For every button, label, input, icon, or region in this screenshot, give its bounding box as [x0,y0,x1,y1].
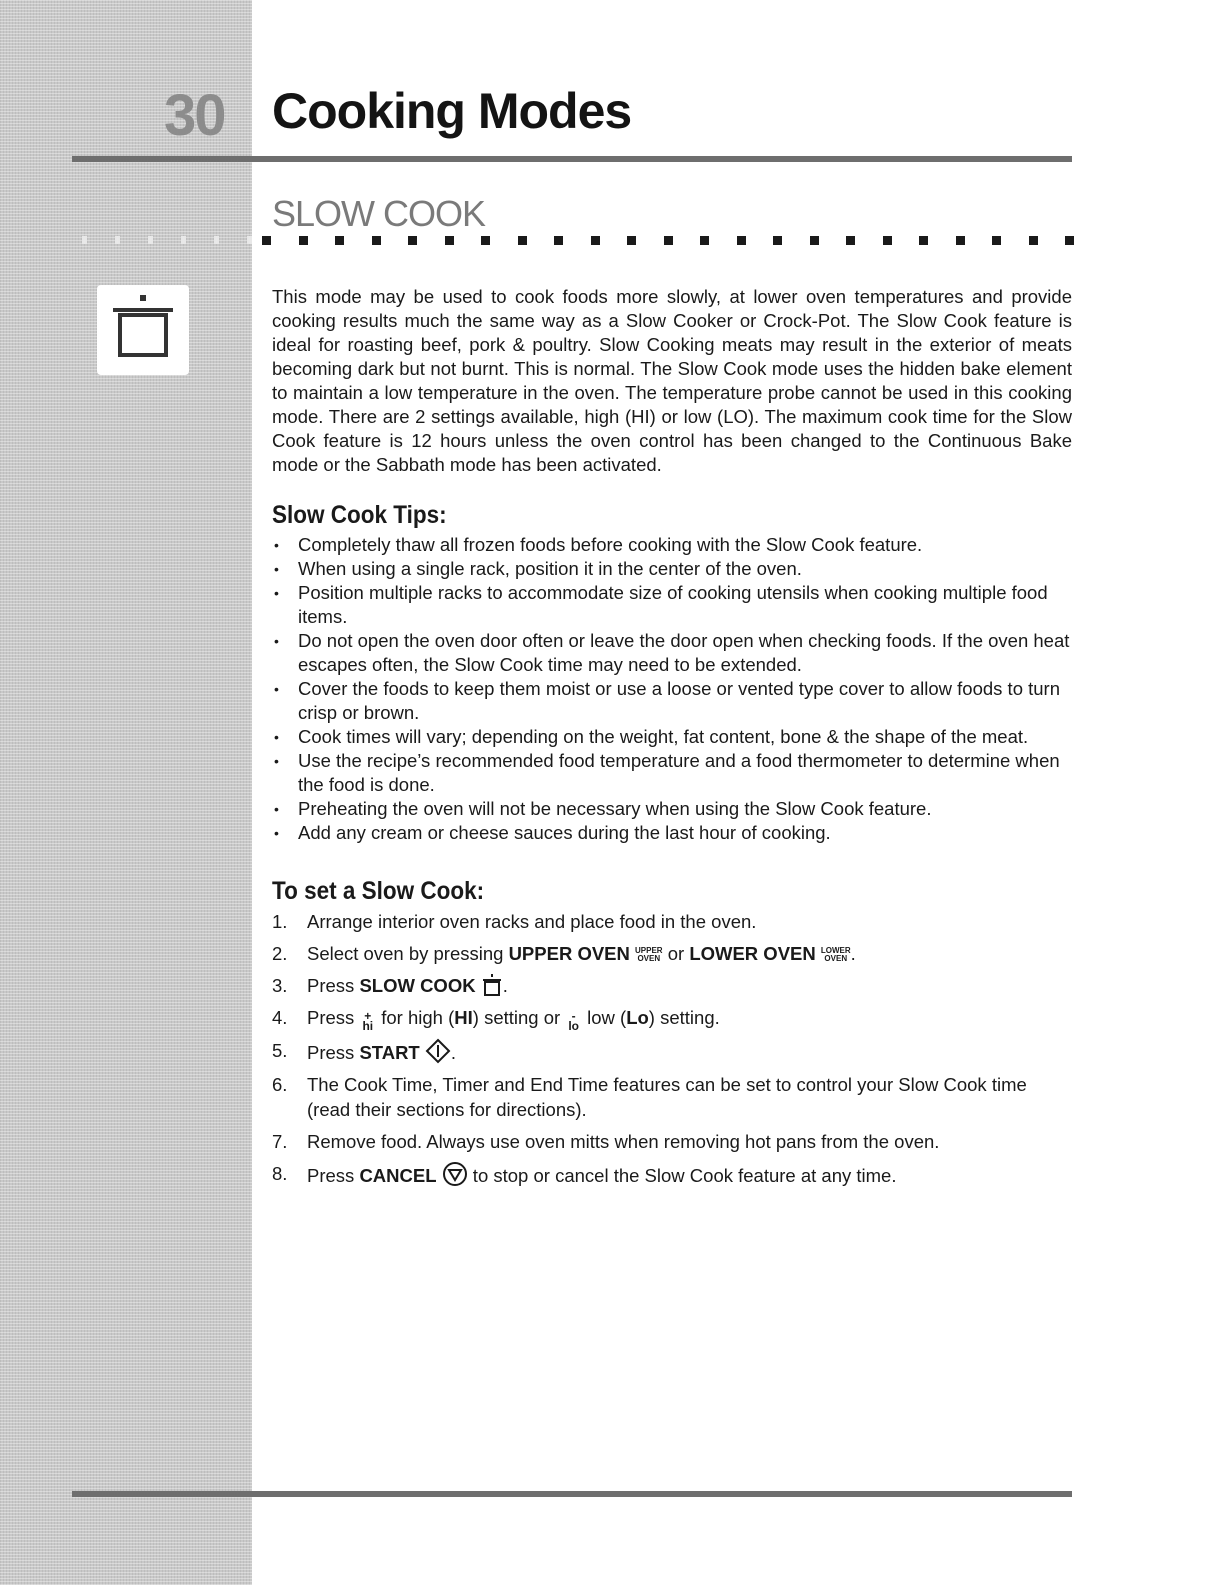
bullet: • [274,753,279,769]
cancel-circle-icon [442,1161,468,1187]
upper-oven-label: UPPER OVEN [508,943,630,964]
slow-cook-pot-icon [97,285,189,375]
step-5: 5. Press START . [272,1040,457,1063]
step-7: 7. Remove food. Always use oven mitts when removing hot pans from the oven. [272,1131,940,1152]
lower-oven-label: LOWER OVEN [689,943,816,964]
main-content [272,285,1072,1195]
bullet: • [274,801,279,817]
lower-oven-key-icon: LOWER OVEN [820,946,851,964]
tips-heading: Slow Cook Tips: [272,501,447,529]
steps-list [272,909,1072,1188]
step-3: 3. Press SLOW COOK . [272,975,508,996]
bullet: • [274,561,279,577]
list-item: • Position multiple racks to accommodate size of cooking utensils when cooking multiple food items. [274,582,1048,627]
list-item: • When using a single rack, position it in the center of the oven. [274,558,802,579]
lo-key-icon: - lo [568,1009,579,1033]
bullet: • [274,825,279,841]
cancel-key-label: CANCEL [359,1165,437,1186]
page-title: Cooking Modes [272,83,632,139]
list-item: • Do not open the oven door often or leave the door open when checking foods. If the oven heat escapes often, the Slow Cook time may need to be extended. [274,630,1070,675]
slow-cook-key-label: SLOW COOK [359,975,476,996]
step-1: 1. Arrange interior oven racks and place food in the oven. [272,911,757,932]
list-item: • Cover the foods to keep them moist or use a loose or vented type cover to allow foods to turn crisp or brown. [274,678,1060,723]
header-rule [72,156,1072,162]
upper-oven-key-icon: UPPER OVEN [635,946,663,964]
section-dot-divider [262,236,1074,245]
bullet: • [274,537,279,553]
list-item: • Completely thaw all frozen foods before cooking with the Slow Cook feature. [274,534,923,555]
bullet: • [274,633,279,649]
page-number: 30 [164,83,225,148]
list-item: • Add any cream or cheese sauces during the last hour of cooking. [274,822,831,843]
footer-rule [72,1491,1072,1497]
bullet: • [274,681,279,697]
step-2: 2. Select oven by pressing UPPER OVEN UPPER OVEN or LOWER OVEN LOWER OVEN . [272,943,856,964]
step-6: 6. The Cook Time, Timer and End Time features can be set to control your Slow Cook time (read their sections for directions). [272,1074,1027,1120]
list-item: • Cook times will vary; depending on the weight, fat content, bone & the shape of the meat. [274,726,1029,747]
bullet: • [274,585,279,601]
step-8: 8. Press CANCEL to stop or cancel the Slow Cook feature at any time. [272,1163,897,1186]
list-item: • Preheating the oven will not be necessary when using the Slow Cook feature. [274,798,932,819]
bullet: • [274,729,279,745]
steps-heading: To set a Slow Cook: [272,877,485,905]
hi-key-icon: + hi [362,1009,374,1033]
slow-cook-pot-icon [481,973,503,997]
list-item: • Use the recipe’s recommended food temperature and a food thermometer to determine when the food is done. [274,750,1060,795]
tips-list [272,533,1072,845]
section-title: SLOW COOK [272,193,486,234]
start-diamond-icon [425,1038,451,1064]
step-4: 4. Press + hi for high (HI) setting or - lo low (Lo) setting. [272,1007,720,1033]
intro-paragraph: This mode may be used to cook foods more slowly, at lower oven temperatures and provide cooking results much the same way as a Slow Cooker or Crock-Pot. The Slow Cook feature is ideal for roasting beef, pork & poultry. Slow Cooking meats may result in the exterior of meats becoming dark but not burnt. This is normal. The Slow Cook mode uses the hidden bake element to maintain a low temperature in the oven. The temperature probe cannot be used in this cooking mode. There are 2 settings available, high (HI) or low (LO). The maximum cook time for the Slow Cook feature is 12 hours unless the oven control has been changed to the Continuous Bake mode or the Sabbath mode has been activated. [272,286,1072,475]
slow-cook-mode-icon-box [97,285,189,375]
sidebar-band [0,0,252,1585]
start-key-label: START [359,1042,420,1063]
sidebar-dot-row [82,236,252,244]
